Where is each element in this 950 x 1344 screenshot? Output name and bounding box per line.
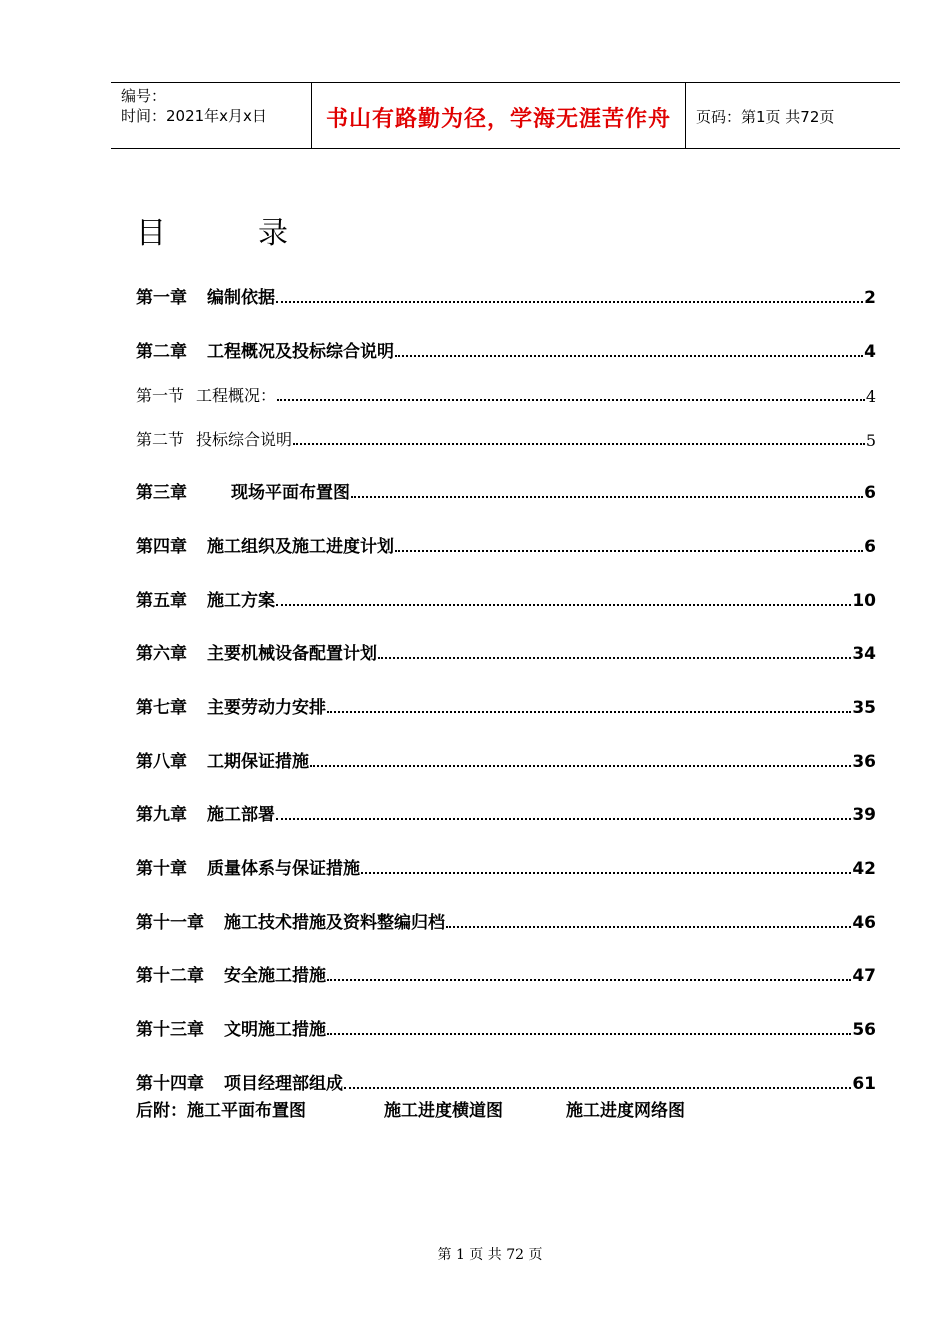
- toc-entry[interactable]: [136, 801, 876, 825]
- dot-leader: [276, 301, 863, 303]
- toc-entry[interactable]: [136, 284, 876, 308]
- toc-entry[interactable]: [136, 382, 876, 406]
- dot-leader: [277, 399, 865, 401]
- toc-entry-page: 36: [852, 752, 876, 772]
- toc-entry[interactable]: [136, 1016, 876, 1040]
- dot-leader: [310, 765, 851, 767]
- document-number-label: 编号：: [121, 87, 167, 105]
- toc-entry[interactable]: [136, 479, 876, 503]
- header-meta-cell: [111, 83, 312, 148]
- toc-entry-page: 56: [852, 1020, 876, 1040]
- appendix-item: 后附：施工平面布置图: [136, 1101, 306, 1121]
- toc-entry-title: 主要劳动力安排: [207, 698, 326, 718]
- header-page-cell: [686, 83, 900, 148]
- header-page-info: 页码：第1页 共72页: [696, 108, 835, 126]
- toc-entry-label: 第十四章: [136, 1074, 204, 1094]
- toc-entry[interactable]: [136, 694, 876, 718]
- toc-title-left: 目: [136, 216, 166, 251]
- dot-leader: [361, 872, 851, 874]
- toc-entry[interactable]: [136, 855, 876, 879]
- toc-entry-page: 61: [852, 1074, 876, 1094]
- dot-leader: [351, 496, 863, 498]
- toc-entry-title: 质量体系与保证措施: [207, 859, 360, 879]
- header-motto: 书山有路勤为径，学海无涯苦作舟: [325, 106, 671, 132]
- toc-entry-label: 第三章: [136, 483, 187, 503]
- toc-entry-title: 工期保证措施: [207, 752, 309, 772]
- dot-leader: [293, 443, 865, 445]
- toc-entry-title: 施工方案: [207, 591, 275, 611]
- appendix-item: 施工进度横道图: [384, 1101, 503, 1121]
- toc-entry-label: 第十一章: [136, 913, 204, 933]
- toc-entry-label: 第一节: [136, 386, 185, 405]
- toc-entry-page: 4: [864, 342, 876, 362]
- toc-entry-title: 工程概况：: [196, 386, 277, 405]
- dot-leader: [395, 355, 863, 357]
- toc-entry-title: 施工部署: [207, 805, 275, 825]
- dot-leader: [327, 979, 851, 981]
- toc-entry[interactable]: [136, 909, 876, 933]
- toc-entry-label: 第二章: [136, 342, 187, 362]
- toc-entry-page: 10: [852, 591, 876, 611]
- toc-entry-label: 第六章: [136, 644, 187, 664]
- toc-entry-page: 2: [864, 288, 876, 308]
- dot-leader: [446, 926, 851, 928]
- toc-entry-label: 第五章: [136, 591, 187, 611]
- toc-entry-page: 35: [852, 698, 876, 718]
- toc-title: [136, 208, 288, 252]
- toc-entry-label: 第一章: [136, 288, 187, 308]
- dot-leader: [327, 1033, 851, 1035]
- toc-entry-label: 第七章: [136, 698, 187, 718]
- toc-entry-title: 主要机械设备配置计划: [207, 644, 377, 664]
- dot-leader: [378, 657, 851, 659]
- toc-entry[interactable]: [136, 338, 876, 362]
- toc-entry-label: 第八章: [136, 752, 187, 772]
- toc-entry-title: 文明施工措施: [224, 1020, 326, 1040]
- page-header: [111, 82, 900, 149]
- toc-entry[interactable]: [136, 640, 876, 664]
- toc-entry-page: 6: [864, 537, 876, 557]
- toc-entry-title: 施工技术措施及资料整编归档: [224, 913, 445, 933]
- dot-leader: [344, 1087, 851, 1089]
- toc-entry-title: 投标综合说明: [196, 430, 293, 449]
- toc-entry-title: 现场平面布置图: [231, 483, 350, 503]
- toc-entry[interactable]: [136, 1070, 876, 1094]
- toc-entry-title: 施工组织及施工进度计划: [207, 537, 394, 557]
- toc-entry-label: 第九章: [136, 805, 187, 825]
- toc-entry[interactable]: [136, 587, 876, 611]
- toc-entry-title: 项目经理部组成: [224, 1074, 343, 1094]
- appendix-item: 施工进度网络图: [566, 1101, 685, 1121]
- toc-entry-page: 42: [852, 859, 876, 879]
- toc-entry[interactable]: [136, 748, 876, 772]
- toc-entry-page: 5: [865, 431, 876, 450]
- toc-entry-title: 工程概况及投标综合说明: [207, 342, 394, 362]
- toc-entry-title: 安全施工措施: [224, 966, 326, 986]
- toc-entry-page: 39: [852, 805, 876, 825]
- toc-entry-page: 4: [865, 387, 876, 406]
- toc-entry-page: 6: [864, 483, 876, 503]
- toc-title-right: 录: [258, 216, 288, 251]
- dot-leader: [276, 818, 851, 820]
- toc-entry-page: 34: [852, 644, 876, 664]
- dot-leader: [276, 604, 851, 606]
- toc-entry-page: 46: [852, 913, 876, 933]
- toc-entry-page: 47: [852, 966, 876, 986]
- toc-entry-label: 第二节: [136, 430, 185, 449]
- document-time-label: 时间：2021年x月x日: [121, 107, 267, 125]
- toc-entry-label: 第十章: [136, 859, 187, 879]
- toc-entry-label: 第十二章: [136, 966, 204, 986]
- dot-leader: [395, 550, 863, 552]
- dot-leader: [327, 711, 851, 713]
- toc-entry-label: 第十三章: [136, 1020, 204, 1040]
- toc-entry-label: 第四章: [136, 537, 187, 557]
- page-footer: 第 1 页 共 72 页: [437, 1247, 543, 1263]
- toc-entry[interactable]: [136, 962, 876, 986]
- header-motto-cell: [312, 83, 686, 148]
- toc-entry[interactable]: [136, 533, 876, 557]
- toc-entry-title: 编制依据: [207, 288, 275, 308]
- toc-entry[interactable]: [136, 426, 876, 450]
